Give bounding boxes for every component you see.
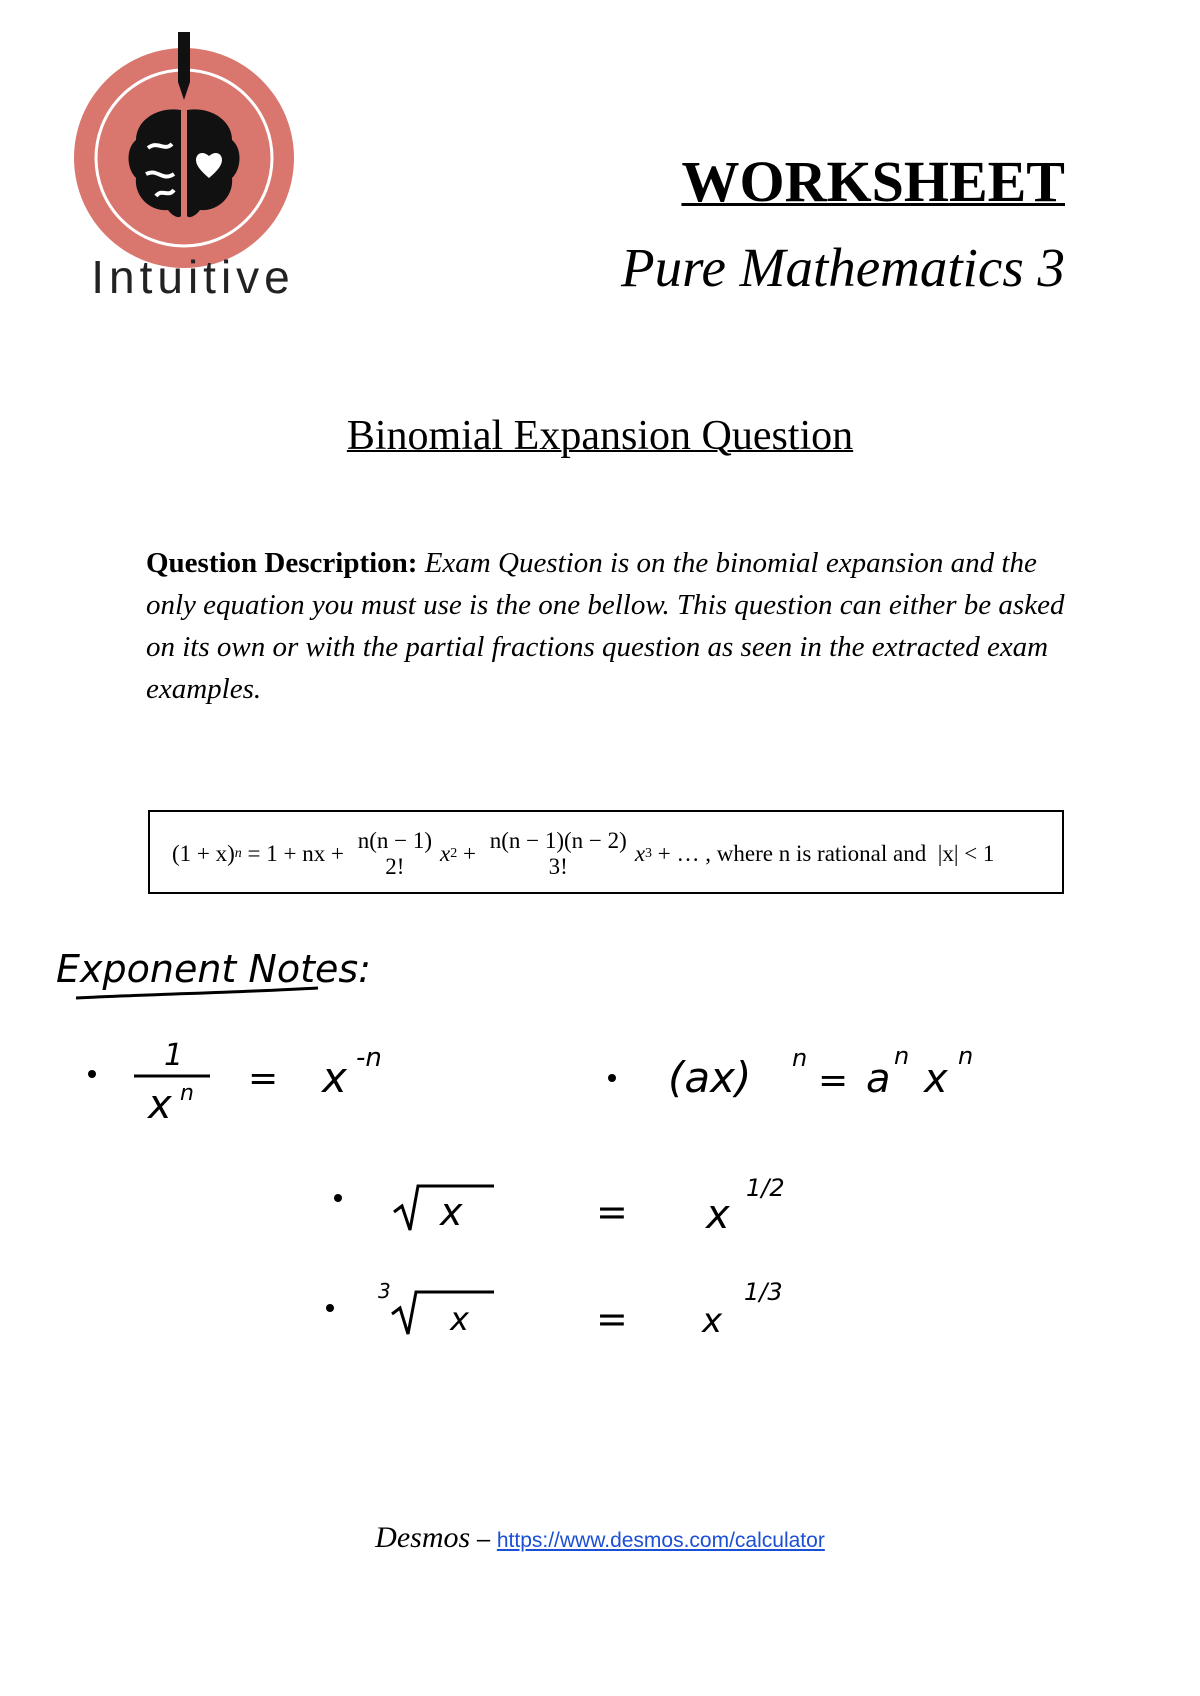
note-3-rhs-exponent: 1/2 [746, 1174, 785, 1202]
note-1-denominator-exponent: n [180, 1081, 194, 1106]
formula-term-2: x [440, 841, 451, 866]
formula-plus: + [457, 841, 482, 866]
formula-term-3-exponent: 3 [645, 846, 653, 861]
logo-wordmark: Intuitive [91, 251, 295, 303]
binomial-formula [172, 822, 994, 886]
notes-heading: Exponent Notes: [56, 947, 371, 991]
note-3-equals: = [596, 1190, 628, 1234]
formula-term-2-exponent: 2 [450, 846, 458, 861]
footer-label: Desmos [375, 1521, 471, 1554]
note-2-rhs-a-exponent: n [894, 1042, 910, 1070]
description-label: Question Description: [146, 547, 418, 579]
note-3-radicand: x [440, 1190, 463, 1234]
bullet-1 [88, 1070, 96, 1078]
formula-fraction-2 [488, 828, 629, 880]
document-type-heading: WORKSHEET [681, 149, 1065, 214]
formula-lhs: (1 + x) [172, 841, 235, 866]
cube-root-sign [392, 1292, 494, 1334]
note-2-rhs-x: x [924, 1056, 948, 1102]
bullet-4 [326, 1304, 334, 1312]
bullet-2 [608, 1074, 616, 1082]
note-3-rhs: x [706, 1192, 730, 1238]
fraction-1-denominator: 2! [385, 854, 405, 879]
formula-tail: + … , where n is rational and |x| < 1 [652, 841, 995, 866]
formula-term-3: x [634, 841, 646, 866]
exponent-notes [0, 940, 1200, 1360]
fraction-2-denominator: 3! [548, 854, 568, 879]
bullet-3 [334, 1194, 342, 1202]
subject-heading: Pure Mathematics 3 [621, 237, 1065, 298]
note-4-root-index: 3 [378, 1279, 391, 1303]
formula-lhs-exponent: n [234, 846, 242, 861]
note-1-equals: = [248, 1058, 279, 1099]
footer [0, 1520, 1200, 1555]
note-4-radicand: x [450, 1300, 469, 1338]
note-4-equals: = [596, 1297, 628, 1341]
question-description [146, 542, 1066, 710]
note-1-denominator: x [148, 1082, 172, 1128]
binomial-formula-box [148, 810, 1064, 894]
formula-fraction-1 [356, 828, 434, 880]
desmos-link[interactable]: https://www.desmos.com/calculator [496, 1529, 825, 1552]
footer-separator: – [470, 1526, 497, 1553]
note-4-rhs-exponent: 1/3 [744, 1278, 783, 1306]
note-2-equals: = [818, 1060, 849, 1101]
note-2-lhs: (ax) [668, 1053, 752, 1102]
note-1-numerator: 1 [164, 1038, 184, 1073]
note-1-rhs-exponent: -n [356, 1043, 382, 1073]
note-2-rhs-a: a [866, 1056, 891, 1102]
note-1-rhs: x [322, 1053, 347, 1102]
note-4-rhs: x [702, 1301, 723, 1341]
note-2-rhs-x-exponent: n [958, 1042, 974, 1070]
fraction-2-numerator: n(n − 1)(n − 2) [489, 828, 627, 853]
fraction-1-numerator: n(n − 1) [357, 828, 433, 853]
description-text: Exam Question is on the binomial expansion and the only equation you must use is the one bellow. This question can either be asked on its own or with the partial fractions question as seen in the extracted exam examples. [146, 547, 1065, 705]
note-2-lhs-exponent: n [792, 1044, 808, 1072]
question-title: Binomial Expansion Question [346, 413, 854, 459]
formula-equals: = 1 + nx + [241, 841, 350, 866]
